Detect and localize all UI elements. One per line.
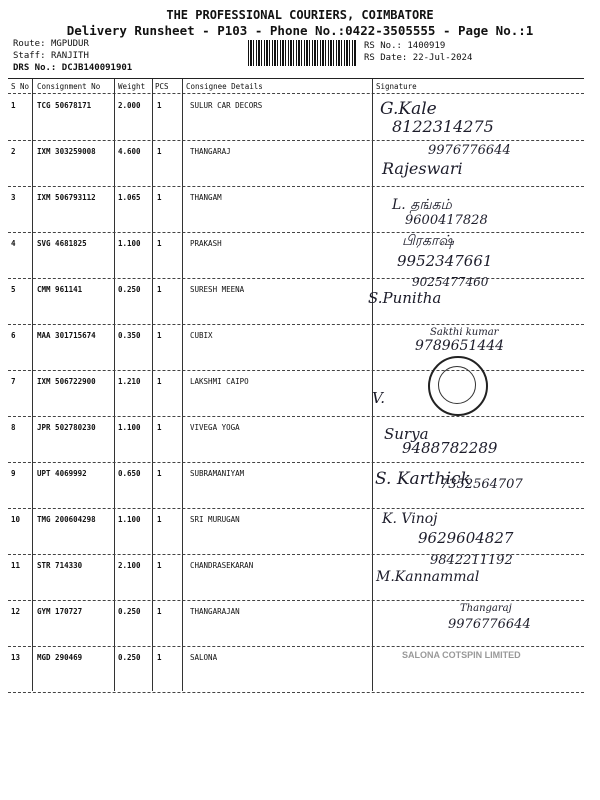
row-consignment-no: GYM 170727 [37, 607, 83, 616]
row-consignee: CHANDRASEKARAN [190, 561, 254, 570]
col-header-pcs: PCS [155, 82, 169, 91]
row-weight: 0.250 [118, 607, 141, 616]
row-consignee: SULUR CAR DECORS [190, 101, 263, 110]
route-line: Route: MGPUDUR [13, 39, 89, 49]
row-pcs: 1 [157, 423, 162, 432]
row-pcs: 1 [157, 561, 162, 570]
row-weight: 0.250 [118, 653, 141, 662]
row-consignee: LAKSHMI CAIPO [190, 377, 249, 386]
row-signature: 9025477460 [412, 275, 489, 289]
row-signature: 9789651444 [415, 338, 505, 354]
row-consignment-no: TCG 50678171 [37, 101, 92, 110]
row-signature: Surya [384, 425, 429, 443]
row-pcs: 1 [157, 147, 162, 156]
row-consignment-no: MAA 301715674 [37, 331, 96, 340]
table-row [0, 275, 600, 325]
company-title: THE PROFESSIONAL COURIERS, COIMBATORE [166, 8, 434, 22]
table-row [0, 417, 600, 463]
table-top-rule [8, 78, 584, 79]
row-consignment-no: IXM 506722900 [37, 377, 96, 386]
row-consignment-no: CMM 961141 [37, 285, 83, 294]
row-signature: 9600417828 [405, 213, 488, 228]
row-weight: 1.100 [118, 515, 141, 524]
row-consignee: SALONA [190, 653, 218, 662]
row-signature: 8122314275 [392, 117, 494, 136]
row-weight: 2.100 [118, 561, 141, 570]
row-consignment-no: STR 714330 [37, 561, 83, 570]
row-signature: 9976776644 [448, 617, 531, 632]
row-pcs: 1 [157, 377, 162, 386]
row-consignee: PRAKASH [190, 239, 222, 248]
drs-line: DRS No.: DCJB140091901 [13, 63, 133, 73]
row-signature: Sakthi kumar [430, 327, 499, 338]
row-signature: K. Vinoj [382, 511, 438, 527]
row-pcs: 1 [157, 653, 162, 662]
row-sno: 4 [11, 239, 16, 248]
table-row [0, 555, 600, 601]
row-consignee: SRI MURUGAN [190, 515, 240, 524]
row-consignee: SURESH MEENA [190, 285, 245, 294]
col-header-consignee: Consignee Details [186, 82, 263, 91]
row-consignment-no: UPT 4069992 [37, 469, 87, 478]
row-pcs: 1 [157, 607, 162, 616]
table-row [0, 187, 600, 233]
row-sno: 1 [11, 101, 16, 110]
row-sno: 11 [11, 561, 21, 570]
row-signature: M.Kannammal [376, 569, 480, 585]
row-signature: Thangaraj [460, 603, 512, 614]
row-sno: 9 [11, 469, 16, 478]
row-signature: G.Kale [380, 99, 437, 119]
barcode [248, 40, 356, 66]
row-signature: 9842211192 [430, 553, 513, 568]
row-weight: 0.650 [118, 469, 141, 478]
row-consignee: THANGAM [190, 193, 222, 202]
col-header-consignment: Consignment No [37, 82, 101, 91]
row-signature: 9976776644 [428, 143, 511, 158]
company-stamp: SALONA COTSPIN LIMITED [402, 650, 521, 660]
row-consignment-no: IXM 506793112 [37, 193, 96, 202]
row-consignee: THANGARAJ [190, 147, 231, 156]
row-signature: Rajeswari [382, 159, 463, 178]
row-consignment-no: TMG 200604298 [37, 515, 96, 524]
row-pcs: 1 [157, 331, 162, 340]
row-consignment-no: IXM 303259008 [37, 147, 96, 156]
row-signature: 9629604827 [418, 529, 514, 547]
rs-no-line: RS No.: 1400919 [364, 41, 446, 51]
row-sno: 13 [11, 653, 21, 662]
row-signature: 9488782289 [402, 439, 498, 457]
table-row [0, 233, 600, 279]
row-signature: S. Karthick [375, 469, 471, 489]
table-row [0, 509, 600, 555]
row-weight: 1.210 [118, 377, 141, 386]
row-sno: 2 [11, 147, 16, 156]
row-signature: S.Punitha [368, 289, 442, 307]
row-weight: 2.000 [118, 101, 141, 110]
row-weight: 4.600 [118, 147, 141, 156]
row-sno: 7 [11, 377, 16, 386]
row-pcs: 1 [157, 515, 162, 524]
staff-line: Staff: RANJITH [13, 51, 89, 61]
row-weight: 1.100 [118, 423, 141, 432]
row-pcs: 1 [157, 469, 162, 478]
row-signature: V. [372, 389, 385, 407]
row-sno: 8 [11, 423, 16, 432]
table-row [0, 601, 600, 647]
table-row [0, 95, 600, 141]
row-sno: 6 [11, 331, 16, 340]
row-signature: 9952347661 [397, 252, 493, 270]
row-pcs: 1 [157, 101, 162, 110]
row-sno: 5 [11, 285, 16, 294]
table-row [0, 325, 600, 371]
row-consignment-no: SVG 4681825 [37, 239, 87, 248]
row-weight: 0.350 [118, 331, 141, 340]
table-row [0, 463, 600, 509]
seal-icon [428, 356, 488, 416]
table-row [0, 141, 600, 187]
row-signature: 7352564707 [440, 477, 523, 492]
row-consignee: THANGARAJAN [190, 607, 240, 616]
row-consignment-no: MGD 290469 [37, 653, 83, 662]
row-consignee: SUBRAMANIYAM [190, 469, 245, 478]
col-header-signature: Signature [376, 82, 417, 91]
row-pcs: 1 [157, 239, 162, 248]
rs-date-line: RS Date: 22-Jul-2024 [364, 53, 473, 63]
row-weight: 1.065 [118, 193, 141, 202]
row-signature: பிரகாஷ் [402, 233, 454, 249]
row-pcs: 1 [157, 285, 162, 294]
table-row [0, 371, 600, 417]
row-consignee: CUBIX [190, 331, 213, 340]
col-header-weight: Weight [118, 82, 146, 91]
row-weight: 1.100 [118, 239, 141, 248]
col-header-sno: S No [11, 82, 30, 91]
row-sno: 3 [11, 193, 16, 202]
runsheet-subtitle: Delivery Runsheet - P103 - Phone No.:0422-3505555 - Page No.:1 [66, 23, 534, 38]
row-consignment-no: JPR 502780230 [37, 423, 96, 432]
row-sno: 10 [11, 515, 21, 524]
row-consignee: VIVEGA YOGA [190, 423, 240, 432]
row-pcs: 1 [157, 193, 162, 202]
row-signature: L. தங்கம் [392, 197, 452, 213]
row-sno: 12 [11, 607, 21, 616]
row-divider [8, 692, 584, 693]
row-weight: 0.250 [118, 285, 141, 294]
header-rule [8, 93, 584, 94]
